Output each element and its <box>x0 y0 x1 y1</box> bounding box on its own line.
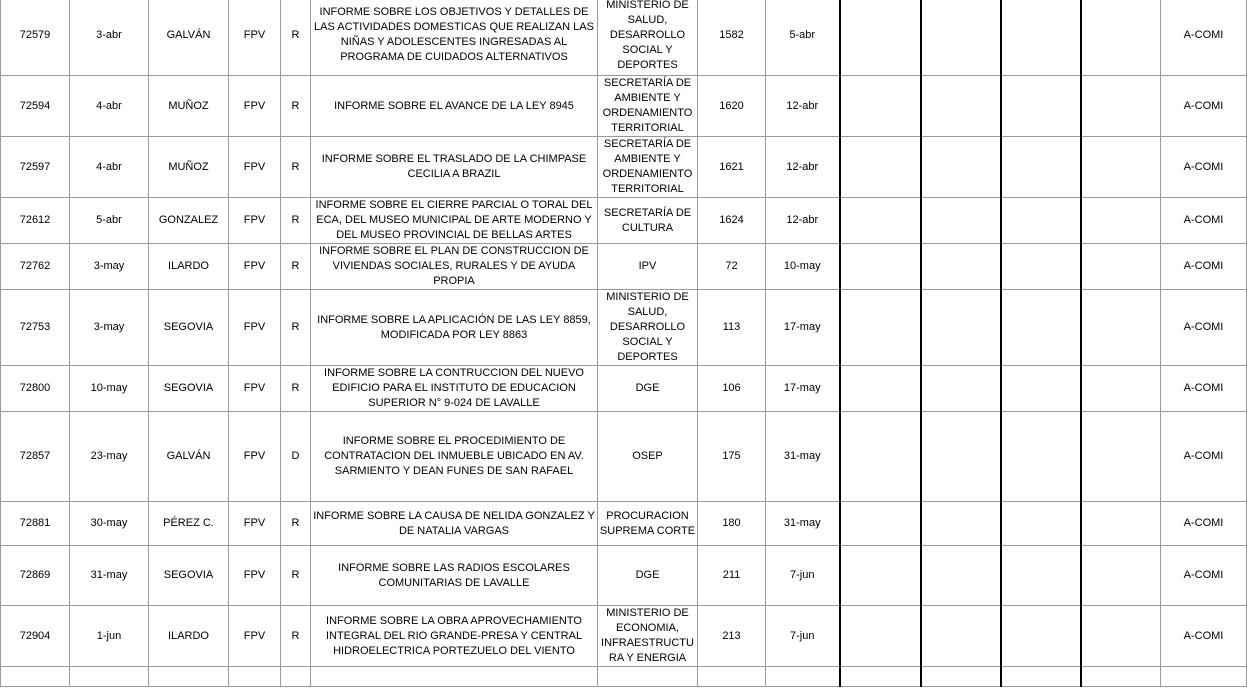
cell-organismo[interactable]: DGE <box>598 546 698 606</box>
table-row <box>1 412 1247 502</box>
cell-empty[interactable] <box>840 606 921 667</box>
cell-nro[interactable]: 72762 <box>1 244 70 290</box>
cell-empty[interactable] <box>840 366 921 412</box>
cell-organismo[interactable]: SECRETARÍA DE CULTURA <box>598 198 698 244</box>
cell-tipo[interactable]: R <box>281 244 311 290</box>
cell-nota[interactable]: 175 <box>698 412 766 502</box>
cell-autor[interactable]: MUÑOZ <box>149 137 229 198</box>
cell-fecha[interactable]: 10-may <box>70 366 149 412</box>
cell-nro[interactable]: 72597 <box>1 137 70 198</box>
cell-empty[interactable] <box>1001 137 1081 198</box>
cell-bloque[interactable]: FPV <box>229 0 281 76</box>
cell-autor[interactable]: SEGOVIA <box>149 546 229 606</box>
cell-autor[interactable]: ILARDO <box>149 244 229 290</box>
cell-empty[interactable] <box>840 0 921 76</box>
cell-empty[interactable] <box>921 366 1001 412</box>
cell-asunto[interactable]: INFORME SOBRE LA APLICACIÓN DE LAS LEY 8859, MODIFICADA POR LEY 8863 <box>311 290 598 366</box>
cell-organismo[interactable]: OSEP <box>598 412 698 502</box>
cell-fecha2[interactable]: 12-abr <box>766 198 840 244</box>
cell-empty[interactable] <box>1081 290 1161 366</box>
cell-fecha2[interactable]: 17-may <box>766 366 840 412</box>
cell-fecha[interactable]: 5-abr <box>70 198 149 244</box>
cell-bloque[interactable]: FPV <box>229 412 281 502</box>
cell-autor[interactable]: GONZALEZ <box>149 198 229 244</box>
cell-nota[interactable]: 106 <box>698 366 766 412</box>
cell-fecha[interactable]: 3-may <box>70 244 149 290</box>
cell-asunto[interactable]: INFORME SOBRE EL TRASLADO DE LA CHIMPASE CECILIA A BRAZIL <box>311 137 598 198</box>
cell-empty[interactable] <box>921 244 1001 290</box>
cell-empty[interactable] <box>281 667 311 687</box>
cell-organismo[interactable]: PROCURACION SUPREMA CORTE <box>598 502 698 546</box>
cell-estado[interactable]: A-COMI <box>1161 290 1247 366</box>
cell-tipo[interactable]: R <box>281 606 311 667</box>
cell-fecha2[interactable]: 31-may <box>766 412 840 502</box>
cell-nro[interactable]: 72881 <box>1 502 70 546</box>
cell-empty[interactable] <box>921 76 1001 137</box>
cell-tipo[interactable]: R <box>281 502 311 546</box>
cell-tipo[interactable]: R <box>281 137 311 198</box>
cell-empty[interactable] <box>1001 244 1081 290</box>
cell-fecha2[interactable]: 31-may <box>766 502 840 546</box>
cell-bloque[interactable]: FPV <box>229 198 281 244</box>
cell-empty[interactable] <box>1081 502 1161 546</box>
cell-bloque[interactable]: FPV <box>229 244 281 290</box>
cell-asunto[interactable]: INFORME SOBRE EL AVANCE DE LA LEY 8945 <box>311 76 598 137</box>
cell-empty[interactable] <box>840 412 921 502</box>
cell-estado[interactable]: A-COMI <box>1161 76 1247 137</box>
cell-nota[interactable]: 113 <box>698 290 766 366</box>
table-row <box>1 76 1247 137</box>
cell-estado[interactable]: A-COMI <box>1161 137 1247 198</box>
cell-organismo[interactable]: MINISTERIO DE SALUD, DESARROLLO SOCIAL Y DEPORTES <box>598 0 698 76</box>
cell-bloque[interactable]: FPV <box>229 502 281 546</box>
cell-fecha2[interactable]: 17-may <box>766 290 840 366</box>
cell-nro[interactable]: 72904 <box>1 606 70 667</box>
cell-asunto[interactable]: INFORME SOBRE LAS RADIOS ESCOLARES COMUNITARIAS DE LAVALLE <box>311 546 598 606</box>
cell-bloque[interactable]: FPV <box>229 366 281 412</box>
cell-nro[interactable]: 72869 <box>1 546 70 606</box>
cell-fecha2[interactable]: 12-abr <box>766 137 840 198</box>
cell-fecha[interactable]: 23-may <box>70 412 149 502</box>
table-row <box>1 606 1247 667</box>
cell-nota[interactable]: 211 <box>698 546 766 606</box>
cell-empty[interactable] <box>840 137 921 198</box>
cell-empty[interactable] <box>1081 412 1161 502</box>
cell-bloque[interactable]: FPV <box>229 606 281 667</box>
table-row <box>1 366 1247 412</box>
cell-estado[interactable]: A-COMI <box>1161 198 1247 244</box>
cell-empty[interactable] <box>1001 606 1081 667</box>
cell-fecha2[interactable]: 5-abr <box>766 0 840 76</box>
cell-empty[interactable] <box>70 667 149 687</box>
cell-autor[interactable]: MUÑOZ <box>149 76 229 137</box>
cell-asunto[interactable]: INFORME SOBRE EL CIERRE PARCIAL O TORAL DEL ECA, DEL MUSEO MUNICIPAL DE ARTE MODERNO Y DEL MUSEO PROVINCIAL DE BELLAS ARTES <box>311 198 598 244</box>
cell-nota[interactable]: 1620 <box>698 76 766 137</box>
cell-fecha[interactable]: 30-may <box>70 502 149 546</box>
cell-estado[interactable]: A-COMI <box>1161 502 1247 546</box>
cell-nota[interactable]: 1582 <box>698 0 766 76</box>
cell-nota[interactable]: 72 <box>698 244 766 290</box>
cell-empty[interactable] <box>921 667 1001 687</box>
table-row <box>1 244 1247 290</box>
cell-empty[interactable] <box>1081 606 1161 667</box>
cell-nro[interactable]: 72800 <box>1 366 70 412</box>
cell-empty[interactable] <box>1001 0 1081 76</box>
cell-bloque[interactable]: FPV <box>229 76 281 137</box>
cell-estado[interactable]: A-COMI <box>1161 244 1247 290</box>
cell-nro[interactable]: 72612 <box>1 198 70 244</box>
cell-autor[interactable]: ILARDO <box>149 606 229 667</box>
cell-empty[interactable] <box>840 502 921 546</box>
table-row <box>1 198 1247 244</box>
cell-bloque[interactable]: FPV <box>229 546 281 606</box>
cell-nro[interactable]: 72753 <box>1 290 70 366</box>
cell-fecha[interactable]: 3-may <box>70 290 149 366</box>
cell-empty[interactable] <box>1081 366 1161 412</box>
cell-fecha[interactable]: 3-abr <box>70 0 149 76</box>
cell-bloque[interactable]: FPV <box>229 290 281 366</box>
cell-autor[interactable]: SEGOVIA <box>149 366 229 412</box>
cell-nro[interactable]: 72579 <box>1 0 70 76</box>
cell-organismo[interactable]: IPV <box>598 244 698 290</box>
cell-empty[interactable] <box>921 137 1001 198</box>
cell-empty[interactable] <box>921 412 1001 502</box>
cell-empty[interactable] <box>1 667 70 687</box>
cell-empty[interactable] <box>1001 667 1081 687</box>
cell-empty[interactable] <box>840 546 921 606</box>
cell-tipo[interactable]: R <box>281 0 311 76</box>
cell-empty[interactable] <box>229 667 281 687</box>
cell-nota[interactable]: 1624 <box>698 198 766 244</box>
cell-empty[interactable] <box>598 667 698 687</box>
cell-asunto[interactable]: INFORME SOBRE LA CONTRUCCION DEL NUEVO EDIFICIO PARA EL INSTITUTO DE EDUCACION SUPERIOR N° 9-024 DE LAVALLE <box>311 366 598 412</box>
cell-empty[interactable] <box>840 290 921 366</box>
cell-empty[interactable] <box>921 0 1001 76</box>
cell-estado[interactable]: A-COMI <box>1161 606 1247 667</box>
cell-asunto[interactable]: INFORME SOBRE LA OBRA APROVECHAMIENTO INTEGRAL DEL RIO GRANDE-PRESA Y CENTRAL HIDROELECTRICA PORTEZUELO DEL VIENTO <box>311 606 598 667</box>
table-row <box>1 290 1247 366</box>
cell-empty[interactable] <box>1081 667 1161 687</box>
cell-empty[interactable] <box>840 667 921 687</box>
cell-empty[interactable] <box>1081 198 1161 244</box>
cell-asunto[interactable]: INFORME SOBRE LA CAUSA DE NELIDA GONZALEZ Y DE NATALIA VARGAS <box>311 502 598 546</box>
cell-nro[interactable]: 72594 <box>1 76 70 137</box>
cell-empty[interactable] <box>840 198 921 244</box>
cell-organismo[interactable]: MINISTERIO DE SALUD, DESARROLLO SOCIAL Y DEPORTES <box>598 290 698 366</box>
cell-tipo[interactable]: R <box>281 198 311 244</box>
cell-fecha2[interactable]: 10-may <box>766 244 840 290</box>
cell-asunto[interactable]: INFORME SOBRE LOS OBJETIVOS Y DETALLES DE LAS ACTIVIDADES DOMESTICAS QUE REALIZAN LAS NIÑAS Y ADOLESCENTES INGRESADAS AL PROGRAMA DE CUIDADOS ALTERNATIVOS <box>311 0 598 76</box>
cell-empty[interactable] <box>1081 137 1161 198</box>
cell-empty[interactable] <box>921 606 1001 667</box>
cell-autor[interactable]: GALVÁN <box>149 0 229 76</box>
table-row <box>1 137 1247 198</box>
cell-empty[interactable] <box>921 290 1001 366</box>
cell-fecha[interactable]: 4-abr <box>70 137 149 198</box>
cell-autor[interactable]: GALVÁN <box>149 412 229 502</box>
cell-organismo[interactable]: SECRETARÍA DE AMBIENTE Y ORDENAMIENTO TERRITORIAL <box>598 137 698 198</box>
cell-asunto[interactable]: INFORME SOBRE EL PROCEDIMIENTO DE CONTRATACION DEL INMUEBLE UBICADO EN AV. SARMIENTO Y DEAN FUNES DE SAN RAFAEL <box>311 412 598 502</box>
cell-empty[interactable] <box>1001 412 1081 502</box>
cell-asunto[interactable]: INFORME SOBRE EL PLAN DE CONSTRUCCION DE VIVIENDAS SOCIALES, RURALES Y DE AYUDA PROPIA <box>311 244 598 290</box>
cell-empty[interactable] <box>1001 198 1081 244</box>
cell-empty[interactable] <box>1161 667 1247 687</box>
cell-tipo[interactable]: R <box>281 290 311 366</box>
cell-tipo[interactable]: D <box>281 412 311 502</box>
cell-fecha[interactable]: 31-may <box>70 546 149 606</box>
cell-fecha[interactable]: 4-abr <box>70 76 149 137</box>
cell-nota[interactable]: 213 <box>698 606 766 667</box>
cell-estado[interactable]: A-COMI <box>1161 0 1247 76</box>
cell-bloque[interactable]: FPV <box>229 137 281 198</box>
cell-empty[interactable] <box>1081 0 1161 76</box>
table-row <box>1 667 1247 687</box>
cell-empty[interactable] <box>1001 502 1081 546</box>
cell-organismo[interactable]: DGE <box>598 366 698 412</box>
cell-empty[interactable] <box>840 244 921 290</box>
cell-empty[interactable] <box>698 667 766 687</box>
cell-empty[interactable] <box>766 667 840 687</box>
table-row <box>1 502 1247 546</box>
cell-organismo[interactable]: MINISTERIO DE ECONOMIA, INFRAESTRUCTURA Y ENERGIA <box>598 606 698 667</box>
cell-empty[interactable] <box>1001 546 1081 606</box>
cell-fecha2[interactable]: 12-abr <box>766 76 840 137</box>
cell-empty[interactable] <box>1001 76 1081 137</box>
cell-estado[interactable]: A-COMI <box>1161 412 1247 502</box>
cell-tipo[interactable]: R <box>281 546 311 606</box>
cell-empty[interactable] <box>1081 546 1161 606</box>
cell-estado[interactable]: A-COMI <box>1161 546 1247 606</box>
cell-nota[interactable]: 1621 <box>698 137 766 198</box>
cell-empty[interactable] <box>921 198 1001 244</box>
cell-fecha[interactable]: 1-jun <box>70 606 149 667</box>
cell-empty[interactable] <box>921 502 1001 546</box>
cell-fecha2[interactable]: 7-jun <box>766 606 840 667</box>
table-row <box>1 0 1247 76</box>
cell-empty[interactable] <box>311 667 598 687</box>
cell-estado[interactable]: A-COMI <box>1161 366 1247 412</box>
cell-empty[interactable] <box>840 76 921 137</box>
cell-empty[interactable] <box>1001 290 1081 366</box>
cell-empty[interactable] <box>1081 244 1161 290</box>
cell-nota[interactable]: 180 <box>698 502 766 546</box>
cell-autor[interactable]: PÉREZ C. <box>149 502 229 546</box>
cell-empty[interactable] <box>921 546 1001 606</box>
cell-tipo[interactable]: R <box>281 366 311 412</box>
cell-empty[interactable] <box>149 667 229 687</box>
cell-organismo[interactable]: SECRETARÍA DE AMBIENTE Y ORDENAMIENTO TERRITORIAL <box>598 76 698 137</box>
cell-nro[interactable]: 72857 <box>1 412 70 502</box>
table-row <box>1 546 1247 606</box>
cell-tipo[interactable]: R <box>281 76 311 137</box>
table-body <box>1 0 1247 687</box>
cell-fecha2[interactable]: 7-jun <box>766 546 840 606</box>
cell-empty[interactable] <box>1081 76 1161 137</box>
cell-empty[interactable] <box>1001 366 1081 412</box>
cell-autor[interactable]: SEGOVIA <box>149 290 229 366</box>
